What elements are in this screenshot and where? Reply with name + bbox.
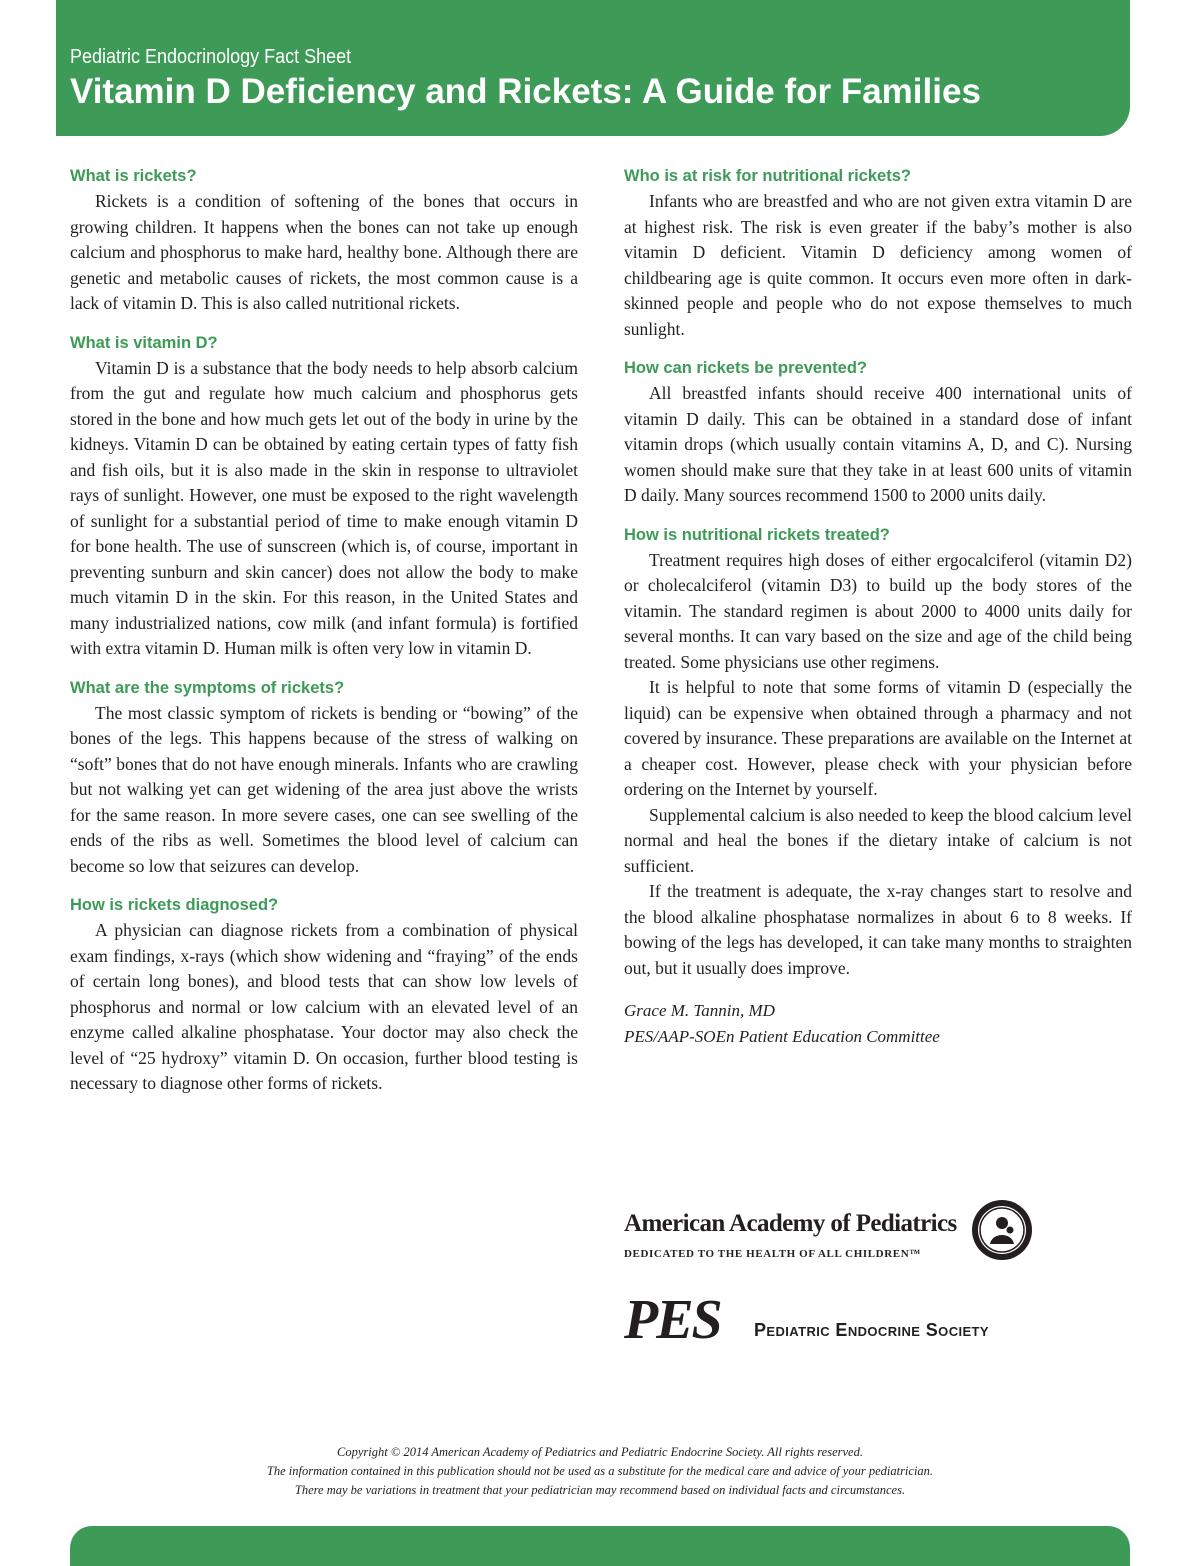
section-treatment <box>624 526 1132 982</box>
disclaimer-line: There may be variations in treatment that your pediatrician may recommend based on individual facts and circumstances. <box>294 1483 906 1497</box>
pes-name: Pediatric Endocrine Society <box>754 1320 989 1340</box>
footer-bar <box>70 1526 1130 1566</box>
section-paragraph: It is helpful to note that some forms of vitamin D (especially the liquid) can be expensive when obtained through a pharmacy and not covered by insurance. These preparations are available on the Internet at a cheaper cost. However, please check with your physician before ordering on the Internet by yourself. <box>624 677 1132 799</box>
aap-tagline: DEDICATED TO THE HEALTH OF ALL CHILDREN™ <box>624 1248 921 1260</box>
section-heading: What are the symptoms of rickets? <box>70 678 345 697</box>
section-paragraph: Infants who are breastfed and who are not given extra vitamin D are at highest risk. The risk is even greater if the baby’s mother is also vitamin D deficient. Vitamin D deficiency among women of childbearing age is quite common. It occurs even more often in dark-skinned people and people who do not expose themselves to much sunlight. <box>624 191 1132 339</box>
section-paragraph: The most classic symptom of rickets is bending or “bowing” of the bones of the legs. This happens because of the stress of walking on “soft” bones that do not have enough minerals. Infants who are crawling but not walking yet can get widening of the area just above the wrists for the same reason. In more severe cases, one can see swelling of the ends of the ribs as well. Sometimes the blood level of calcium can become so low that seizures can develop. <box>70 702 578 876</box>
aap-logo <box>624 1198 1034 1270</box>
section-prevention <box>624 359 1132 509</box>
section-paragraph: Supplemental calcium is also needed to keep the blood calcium level normal and heal the bones if the dietary intake of calcium is not sufficient. <box>624 804 1132 876</box>
author-name: Grace M. Tannin, MD <box>624 1001 775 1020</box>
section-what-is-vitamin-d <box>70 334 578 662</box>
aap-name: American Academy of Pediatrics <box>624 1210 957 1237</box>
section-paragraph: All breastfed infants should receive 400 international units of vitamin D daily. This can be obtained in a standard dose of infant vitamin drops (which usually contain vitamins A, D, and C). Nursing women should make sure that they take in at least 600 units of vitamin D daily. Many sources recommend 1500 to 2000 units daily. <box>624 383 1132 505</box>
section-who-is-at-risk <box>624 167 1132 342</box>
author-affiliation: PES/AAP-SOEn Patient Education Committee <box>624 1027 940 1046</box>
section-heading: Who is at risk for nutritional rickets? <box>624 167 911 185</box>
aap-seal-icon <box>970 1198 1034 1262</box>
pes-logo <box>624 1290 1044 1350</box>
series-title: Pediatric Endocrinology Fact Sheet <box>70 46 352 68</box>
section-paragraph: If the treatment is adequate, the x-ray changes start to resolve and the blood alkaline phosphatase normalizes in about 6 to 8 weeks. If bowing of the legs has developed, it can take many months to straighten out, but it usually does improve. <box>624 881 1132 978</box>
section-heading: How can rickets be prevented? <box>624 359 867 377</box>
section-heading: How is nutritional rickets treated? <box>624 525 890 544</box>
left-column <box>70 167 578 1114</box>
disclaimer-line: The information contained in this publication should not be used as a substitute for the medical care and advice of your pediatrician. <box>266 1464 934 1478</box>
section-paragraph: Treatment requires high doses of either ergocalciferol (vitamin D2) or cholecalciferol (vitamin D3) to build up the body stores of the vitamin. The standard regimen is about 2000 to 4000 units daily for several months. It can vary based on the size and age of the child being treated. Some physicians use other regimens. <box>624 549 1132 672</box>
section-paragraph: Rickets is a condition of softening of the bones that occurs in growing children. It happens when the bones can not take up enough calcium and phosphorus to make hard, healthy bone. Although there are genetic and metabolic causes of rickets, the most common cause is a lack of vitamin D. This is also called nutritional rickets. <box>70 191 578 313</box>
section-heading: What is vitamin D? <box>70 333 218 352</box>
pes-mark: PES <box>624 1289 721 1351</box>
section-heading: What is rickets? <box>70 167 197 185</box>
section-paragraph: A physician can diagnose rickets from a combination of physical exam findings, x-rays (which show widening and “fraying” of the ends of certain long bones), and blood tests that can show low levels of phosphorus and normal or low calcium with an elevated level of an enzyme called alkaline phosphatase. Your doctor may also check the level of “25 hydroxy” vitamin D. On occasion, further blood testing is necessary to diagnose other forms of rickets. <box>70 920 578 1093</box>
section-symptoms <box>70 679 578 880</box>
section-what-is-rickets <box>70 167 578 317</box>
section-heading: How is rickets diagnosed? <box>70 896 279 914</box>
copyright-line: Copyright © 2014 American Academy of Pediatrics and Pediatric Endocrine Society. All rights reserved. <box>337 1445 863 1459</box>
section-paragraph: Vitamin D is a substance that the body needs to help absorb calcium from the gut and regulate how much calcium and phosphorus gets stored in the bone and how much gets let out of the body in urine by the kidneys. Vitamin D can be obtained by eating certain types of fatty fish and fish oils, but it is also made in the skin in response to ultraviolet rays of sunlight. However, one must be exposed to the right wavelength of sunlight for a substantial period of time to make enough vitamin D for bone health. The use of sunscreen (which is, of course, important in preventing sunburn and skin cancer) does not allow the body to make much vitamin D in the skin. For this reason, in the United States and many industrialized nations, cow milk (and infant formula) is fortified with extra vitamin D. Human milk is often very low in vitamin D. <box>70 357 578 658</box>
author-block <box>624 998 1132 1050</box>
document-title: Vitamin D Deficiency and Rickets: A Guide for Families <box>70 72 981 111</box>
footer <box>100 1443 1100 1500</box>
right-column <box>624 167 1132 1050</box>
section-diagnosis <box>70 896 578 1097</box>
